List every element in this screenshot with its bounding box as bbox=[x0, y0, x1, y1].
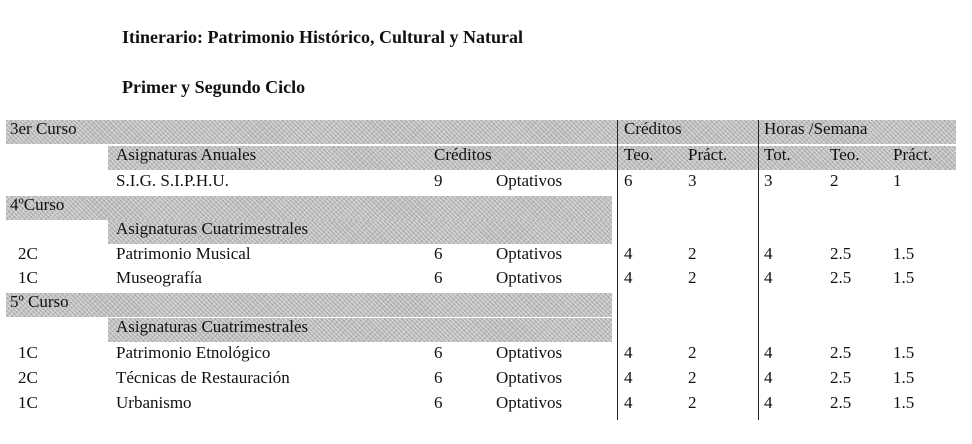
credits-pract-cell: 2 bbox=[688, 268, 697, 287]
hours-tot-cell: 4 bbox=[764, 343, 773, 362]
subject-type-heading: Asignaturas Cuatrimestrales bbox=[116, 219, 309, 238]
subject-type-cell: Optativos bbox=[496, 343, 563, 362]
credits-pract-cell: 3 bbox=[688, 171, 697, 190]
credits-cell: 6 bbox=[434, 343, 443, 362]
credits-pract-cell: 2 bbox=[688, 244, 697, 263]
credits-cell: 6 bbox=[434, 393, 443, 412]
hours-pract-cell: 1.5 bbox=[893, 343, 915, 362]
subject-type-cell: Optativos bbox=[496, 393, 563, 412]
hours-tot-cell: 4 bbox=[764, 268, 773, 287]
creditos-column-heading: Créditos bbox=[434, 145, 492, 164]
subject-type-heading: Asignaturas Cuatrimestrales bbox=[116, 317, 309, 336]
header-teo: Teo. bbox=[624, 145, 654, 164]
hours-teo-cell: 2.5 bbox=[830, 244, 852, 263]
header-horas-semana: Horas /Semana bbox=[764, 119, 868, 138]
subject-name: Técnicas de Restauración bbox=[116, 368, 290, 387]
header-tot: Tot. bbox=[764, 145, 791, 164]
subject-type-cell: Optativos bbox=[496, 171, 563, 190]
credits-pract-cell: 2 bbox=[688, 368, 697, 387]
hours-teo-cell: 2.5 bbox=[830, 343, 852, 362]
header-pract: Práct. bbox=[688, 145, 728, 164]
subject-name: Urbanismo bbox=[116, 393, 192, 412]
hours-tot-cell: 4 bbox=[764, 393, 773, 412]
subject-type-heading: Asignaturas Anuales bbox=[116, 145, 257, 164]
credits-cell: 6 bbox=[434, 244, 443, 263]
credits-cell: 6 bbox=[434, 268, 443, 287]
semester-cell: 2C bbox=[18, 368, 38, 387]
hours-tot-cell: 4 bbox=[764, 368, 773, 387]
course-label: 4ºCurso bbox=[10, 195, 65, 214]
hours-teo-cell: 2.5 bbox=[830, 268, 852, 287]
subject-name: Patrimonio Etnológico bbox=[116, 343, 271, 362]
column-separator bbox=[617, 120, 618, 420]
hours-tot-cell: 3 bbox=[764, 171, 773, 190]
hours-teo-cell: 2 bbox=[830, 171, 839, 190]
credits-pract-cell: 2 bbox=[688, 343, 697, 362]
credits-teo-cell: 4 bbox=[624, 343, 633, 362]
semester-cell: 1C bbox=[18, 343, 38, 362]
header-horas-teo: Teo. bbox=[830, 145, 860, 164]
hours-pract-cell: 1.5 bbox=[893, 244, 915, 263]
subject-name: Museografía bbox=[116, 268, 202, 287]
hours-teo-cell: 2.5 bbox=[830, 368, 852, 387]
page-subtitle: Primer y Segundo Ciclo bbox=[122, 77, 306, 97]
credits-teo-cell: 4 bbox=[624, 368, 633, 387]
column-separator bbox=[758, 120, 759, 420]
hours-pract-cell: 1.5 bbox=[893, 268, 915, 287]
credits-teo-cell: 4 bbox=[624, 268, 633, 287]
course-label: 3er Curso bbox=[10, 119, 77, 138]
credits-pract-cell: 2 bbox=[688, 393, 697, 412]
header-creditos: Créditos bbox=[624, 119, 682, 138]
credits-teo-cell: 4 bbox=[624, 393, 633, 412]
subject-type-cell: Optativos bbox=[496, 268, 563, 287]
semester-cell: 1C bbox=[18, 393, 38, 412]
hours-teo-cell: 2.5 bbox=[830, 393, 852, 412]
credits-cell: 9 bbox=[434, 171, 443, 190]
shade-band-5curso bbox=[6, 293, 612, 317]
hours-tot-cell: 4 bbox=[764, 244, 773, 263]
semester-cell: 2C bbox=[18, 244, 38, 263]
hours-pract-cell: 1 bbox=[893, 171, 902, 190]
semester-cell: 1C bbox=[18, 268, 38, 287]
page-title: Itinerario: Patrimonio Histórico, Cultural y Natural bbox=[122, 27, 523, 47]
credits-teo-cell: 6 bbox=[624, 171, 633, 190]
course-label: 5º Curso bbox=[10, 292, 69, 311]
subject-name: S.I.G. S.I.P.H.U. bbox=[116, 171, 229, 190]
credits-cell: 6 bbox=[434, 368, 443, 387]
subject-type-cell: Optativos bbox=[496, 244, 563, 263]
header-horas-pract: Práct. bbox=[893, 145, 933, 164]
subject-type-cell: Optativos bbox=[496, 368, 563, 387]
hours-pract-cell: 1.5 bbox=[893, 368, 915, 387]
hours-pract-cell: 1.5 bbox=[893, 393, 915, 412]
credits-teo-cell: 4 bbox=[624, 244, 633, 263]
shade-band-4curso bbox=[6, 196, 612, 220]
subject-name: Patrimonio Musical bbox=[116, 244, 251, 263]
